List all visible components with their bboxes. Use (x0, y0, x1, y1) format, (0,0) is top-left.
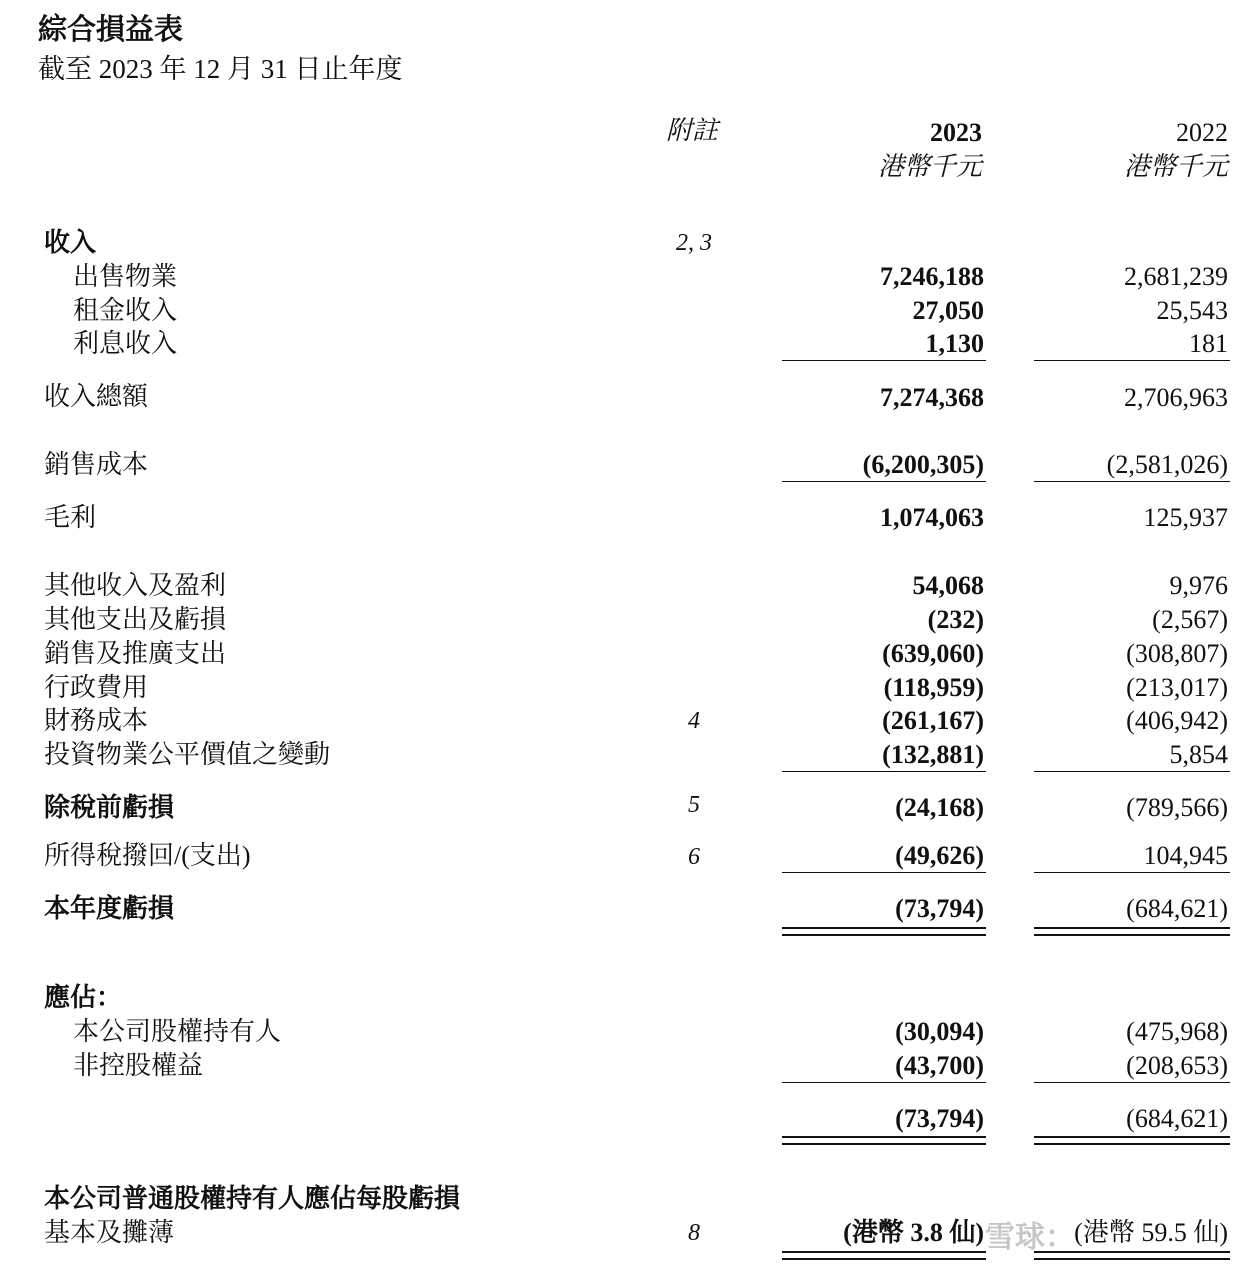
value-2023-total-revenue: 7,274,368 (880, 383, 984, 412)
value-2022-other-income: 9,976 (1169, 571, 1228, 600)
rule-2022-attrib (1034, 1082, 1230, 1083)
rule-2023-cost (782, 481, 986, 482)
value-2022-admin: (213,017) (1126, 673, 1228, 702)
value-2023-fair-value: (132,881) (882, 740, 984, 769)
value-2023-total-attrib: (73,794) (895, 1104, 984, 1133)
value-2022-total-revenue: 2,706,963 (1124, 383, 1228, 412)
value-2022-other-expense: (2,567) (1152, 605, 1228, 634)
row-label-interest: 利息收入 (73, 329, 178, 358)
value-2023-nci: (43,700) (895, 1051, 984, 1080)
year-2023-header: 2023 (930, 118, 982, 147)
row-label-selling: 銷售及推廣支出 (44, 639, 227, 668)
watermark: 雪球： (985, 1220, 1075, 1255)
double-rule-2023-b (782, 934, 986, 936)
rule-2023-tax (782, 872, 986, 873)
note-loss-before-tax: 5 (688, 792, 700, 818)
row-label-attributable: 應佔： (44, 983, 123, 1012)
note-finance: 4 (688, 708, 700, 734)
rule-2023-expenses (782, 771, 986, 772)
row-label-loss-for-year: 本年度虧損 (44, 894, 175, 923)
row-label-loss-before-tax: 除稅前虧損 (44, 793, 175, 822)
value-2023-finance: (261,167) (882, 706, 984, 735)
row-label-rental: 租金收入 (73, 296, 178, 325)
rule-2023-subtotal (782, 360, 986, 361)
value-2023-rental: 27,050 (912, 296, 984, 325)
value-2022-selling: (308,807) (1126, 639, 1228, 668)
rule-2022-tax (1034, 872, 1230, 873)
value-2023-loss-before-tax: (24,168) (895, 793, 984, 822)
rule-2022-cost (1034, 481, 1230, 482)
value-2023-other-expense: (232) (927, 605, 984, 634)
double-rule-2023-a (782, 927, 986, 929)
row-label-admin: 行政費用 (44, 673, 149, 702)
value-2023-cost-of-sales: (6,200,305) (862, 450, 984, 479)
row-label-gross-profit: 毛利 (44, 503, 97, 532)
double-rule-2022-b (1034, 934, 1230, 936)
value-2022-finance: (406,942) (1126, 706, 1228, 735)
note-income-tax: 6 (688, 844, 700, 870)
rule-2023-attrib (782, 1082, 986, 1083)
value-2023-interest: 1,130 (925, 329, 984, 358)
rule-2022-expenses (1034, 771, 1230, 772)
value-2022-owners: (475,968) (1126, 1017, 1228, 1046)
unit-2022-header: 港幣千元 (1123, 152, 1228, 181)
note-revenue: 2, 3 (676, 230, 712, 256)
value-2022-cost-of-sales: (2,581,026) (1106, 450, 1228, 479)
value-2023-admin: (118,959) (883, 673, 984, 702)
row-label-revenue: 收入 (44, 228, 97, 257)
value-2022-total-attrib: (684,621) (1126, 1104, 1228, 1133)
value-2023-gross-profit: 1,074,063 (880, 503, 984, 532)
double-rule-2023-d (782, 1143, 986, 1145)
year-2022-header: 2022 (1176, 118, 1228, 147)
row-label-nci: 非控股權益 (73, 1051, 204, 1080)
row-label-finance: 財務成本 (44, 706, 149, 735)
value-2022-sale-property: 2,681,239 (1124, 262, 1228, 291)
row-label-fair-value: 投資物業公平價值之變動 (44, 740, 331, 769)
value-2023-selling: (639,060) (882, 639, 984, 668)
statement-title: 綜合損益表 (38, 14, 184, 46)
unit-2023-header: 港幣千元 (877, 152, 982, 181)
value-2023-income-tax: (49,626) (895, 841, 984, 870)
value-2023-other-income: 54,068 (912, 571, 984, 600)
double-rule-2023-c (782, 1136, 986, 1138)
double-rule-2022-d (1034, 1143, 1230, 1145)
value-2023-sale-property: 7,246,188 (880, 262, 984, 291)
rule-2022-subtotal (1034, 360, 1230, 361)
value-2022-fair-value: 5,854 (1169, 740, 1228, 769)
value-2022-income-tax: 104,945 (1143, 841, 1228, 870)
row-label-other-expense: 其他支出及虧損 (44, 605, 227, 634)
value-2022-rental: 25,543 (1156, 296, 1228, 325)
double-rule-2022-f (1034, 1258, 1230, 1260)
note-column-header: 附註 (666, 116, 719, 145)
row-label-eps: 基本及攤薄 (44, 1218, 175, 1247)
double-rule-2023-e (782, 1251, 986, 1253)
double-rule-2022-c (1034, 1136, 1230, 1138)
row-label-sale-property: 出售物業 (73, 262, 178, 291)
statement-period: 截至 2023 年 12 月 31 日止年度 (38, 54, 403, 84)
row-label-income-tax: 所得稅撥回/(支出) (44, 841, 251, 870)
value-2022-interest: 181 (1189, 329, 1228, 358)
row-label-total-revenue: 收入總額 (44, 382, 149, 411)
value-2022-nci: (208,653) (1126, 1051, 1228, 1080)
value-2023-owners: (30,094) (895, 1017, 984, 1046)
value-2022-loss-before-tax: (789,566) (1126, 793, 1228, 822)
value-2023-loss-for-year: (73,794) (895, 894, 984, 923)
row-label-cost-of-sales: 銷售成本 (44, 450, 149, 479)
note-eps: 8 (688, 1220, 700, 1246)
value-2022-loss-for-year: (684,621) (1126, 894, 1228, 923)
row-label-eps-heading: 本公司普通股權持有人應佔每股虧損 (44, 1184, 461, 1213)
value-2023-eps: (港幣 3.8 仙) (843, 1218, 984, 1247)
value-2022-gross-profit: 125,937 (1143, 503, 1228, 532)
double-rule-2023-f (782, 1258, 986, 1260)
row-label-other-income: 其他收入及盈利 (44, 571, 227, 600)
value-2022-eps: (港幣 59.5 仙) (1074, 1218, 1228, 1247)
double-rule-2022-a (1034, 927, 1230, 929)
row-label-owners: 本公司股權持有人 (73, 1017, 282, 1046)
